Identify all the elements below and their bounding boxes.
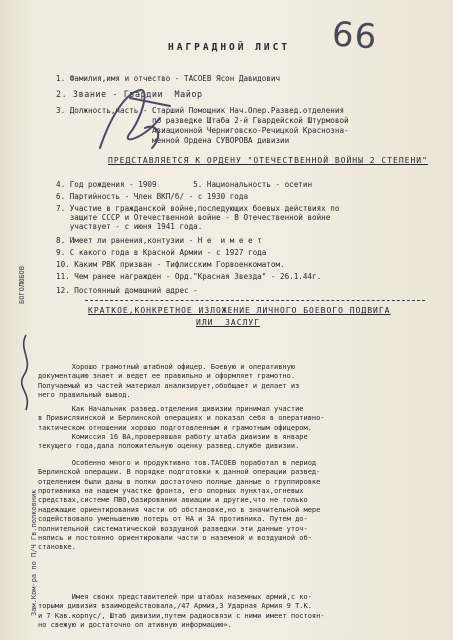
paragraph: Особенно много и продуктивно тов.ТАСОЕВ поработал в период Берлинской операции. В порядке подготовки к данной операции развед- отделением были даны в полки достаточно полные данные о группировке противника на нашем участке фронта, его опорных пунктах,огневых средствах,системе ПВО,базировании авиации и другие,что не только надежащие ориентирования части об обстановке,но в значительной мере содействовало уменьшению потерь от НА и ЗА противника. Путем до- полнительной систематической воздушной разведки эти данные уточ- нялись и постоянно ориентировали части о наземной и воздушной об- становке. <box>38 458 321 552</box>
form-line: 2. Звание - Гвардии Майор <box>56 90 203 99</box>
detail-line: 9. С какого года в Красной Армии - с 1927 года <box>56 248 267 257</box>
presented-to-heading: ПРЕДСТАВЛЯЕТСЯ К ОРДЕНУ "ОТЕЧЕСТВЕННОЙ ВОЙНЫ 2 СТЕПЕНИ" <box>108 156 428 165</box>
form-line: менной Ордена СУВОРОВА дивизии <box>56 136 290 145</box>
form-line: по разведке Штаба 2-й Гвардейской Штурмовой <box>56 116 349 125</box>
detail-line: 7. Участие в гражданской войне,последующих боевых действиях по <box>56 204 340 213</box>
form-line: 3. Должность,часть - Старший Помощник Нач.Опер.Развед.отделения <box>56 106 345 115</box>
summary-heading-line2: ИЛИ ЗАСЛУГ <box>196 318 260 327</box>
detail-line: 6. Партийность - Член ВКП/б/ - с 1930 года <box>56 192 249 201</box>
separator-line <box>85 300 425 301</box>
paragraph: Как Начальник развед.отделения дивизии принимал участие в Привисляинской и Берлинской операциях и показал себя в оперативно- тактическом отношении хорошо подготовленным и грамотным офицером. Комиссия 16 ВА,проверявшая работу штаба дивизии в январе текущего года,дала положительную оценку развед.службе дивизии. <box>38 404 325 451</box>
margin-surname: БОГОЛЮБОВ <box>18 266 26 304</box>
margin-note: Зам.Ком-ра по П/Ч Гв.полковник <box>30 489 38 616</box>
detail-line: 4. Год рождения - 1909 5. Национальность - осетин <box>56 180 313 189</box>
handwritten-signature-top <box>90 78 180 168</box>
document-title: НАГРАДНОЙ ЛИСТ <box>168 42 291 53</box>
summary-heading: КРАТКОЕ,КОНКРЕТНОЕ ИЗЛОЖЕНИЕ ЛИЧНОГО БОЕВОГО ПОДВИГА <box>88 306 391 315</box>
detail-line: 12. Постоянный домашний адрес - <box>56 286 198 295</box>
paragraph: Хорошо грамотный штабной офицер. Боевую и оперативную документацию знает и ведет ее правильно и оформляет грамотно. Получаемый из частей материал анализирует,обобщает и делает из него правильный вывод. <box>38 362 300 400</box>
detail-line: 11. Чем ранее награжден - Орд."Красная Звезда" - 26.1.44г. <box>56 272 322 281</box>
form-line: 1. Фамилия,имя и отчество - ТАСОЕВ Ясон Давидович <box>56 74 281 83</box>
paragraph: Имея своих представителей при штабах наземных армий,с ко- торыми дивизия взаимодействовала,/47 Армия,3 Ударная Армия 9 Т.К. и 7 Кав.корпус/, Штаб дивизии,путем радиосвязи с ними имеет постоян- но свежую и достаточно оп ативную информацию». <box>38 592 325 630</box>
handwritten-signature-margin <box>14 330 38 420</box>
detail-line: защите СССР и Отечественной войне - В Отечественной войне <box>56 213 331 222</box>
page-number: 66 <box>330 14 379 58</box>
form-line: Авиационной Черниговско-Речицкой Краснозна- <box>56 126 349 135</box>
detail-line: 8. Имеет ли ранения,контузии - Н е и м е е т <box>56 236 262 245</box>
detail-line: 10. Каким РВК призван - Тифлисским Горвоенкоматом. <box>56 260 285 269</box>
detail-line: участвует - с июня 1941 года. <box>56 222 203 231</box>
